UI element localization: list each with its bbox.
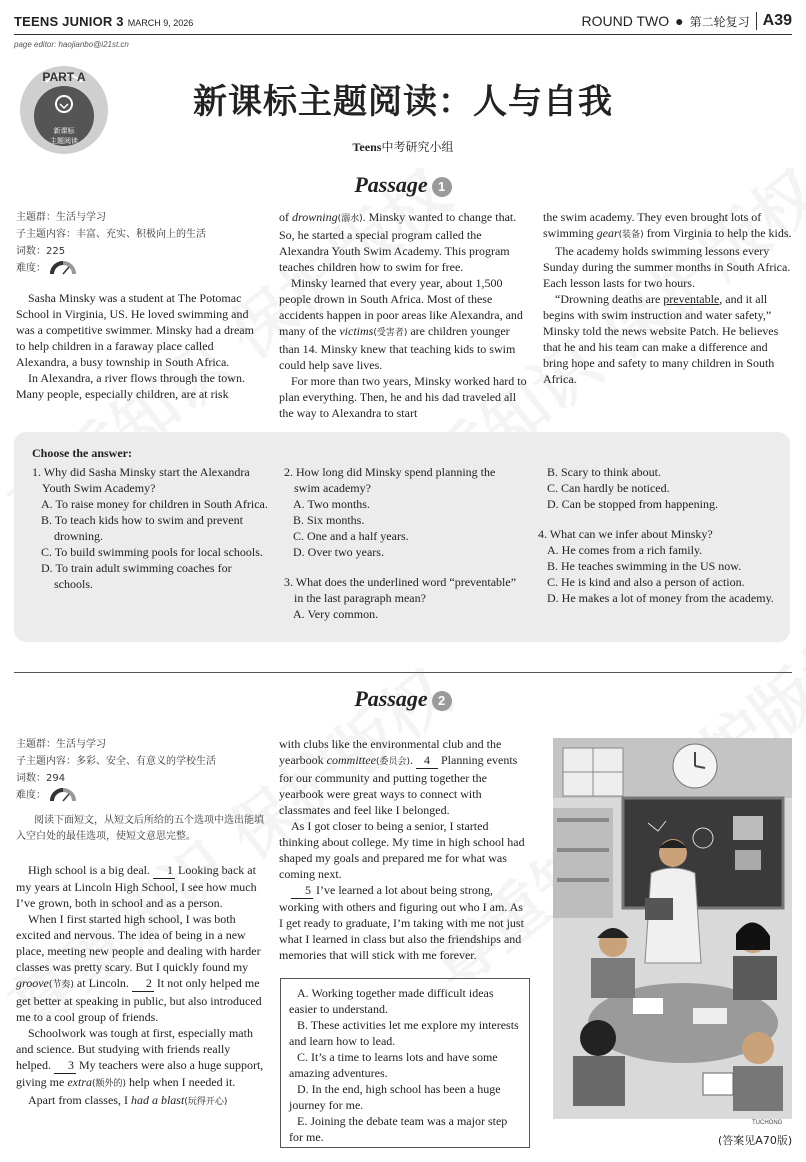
option-2c[interactable]: C. One and a half years. xyxy=(293,529,409,543)
paragraph: Minsky learned that every year, about 1,500 people drown in South Africa. Most of these accidents happen in poor areas like Alexandra, and many of the victims(受害者) are children younger than 14. Minsky knew that teaching kids to swim could help save lives. xyxy=(279,276,523,372)
paragraph: High school is a big deal. 1 Looking back at my years at Lincoln High School, I see how much I’ve grown, both in school and as a person. xyxy=(16,863,257,910)
bullet-icon: ● xyxy=(675,13,684,29)
sub-theme: 子主题内容：多彩、安全、有意义的学校生活 xyxy=(16,756,216,767)
passage-2-meta xyxy=(16,736,266,804)
question-1: 1. Why did Sasha Minsky start the Alexandra Youth Swim Academy? xyxy=(32,465,250,495)
word-count: 词数：225 xyxy=(16,246,66,257)
question-column-3 xyxy=(538,464,778,606)
passage-1-column-3 xyxy=(543,209,793,387)
badge-line1: 新课标 xyxy=(53,127,75,135)
word-count: 词数：294 xyxy=(16,773,66,784)
question-column-1 xyxy=(32,464,268,592)
byline-group: 中考研究小组 xyxy=(381,140,454,154)
option-1b[interactable]: B. To teach kids how to swim and prevent drowning. xyxy=(41,513,243,543)
passage-1-column-1 xyxy=(16,290,266,402)
option-4c[interactable]: C. He is kind and also a person of action. xyxy=(547,575,745,589)
option-2b[interactable]: B. Six months. xyxy=(293,513,365,527)
paragraph: the swim academy. They even brought lots of swimming gear(装备) from Virginia to help the kids. xyxy=(543,210,792,240)
passage-number-badge: 1 xyxy=(432,177,452,197)
option-b[interactable]: B. These activities let me explore my interests and learn how to lead. xyxy=(289,1018,519,1048)
paper-name: TEENS JUNIOR 3 xyxy=(14,14,124,29)
paragraph: In Alexandra, a river flows through the town. Many people, especially children, are at risk xyxy=(16,371,245,401)
page-header-right xyxy=(582,12,792,30)
passage-2-heading xyxy=(0,686,806,712)
paper-masthead xyxy=(14,14,193,30)
difficulty xyxy=(16,787,266,804)
question-4: 4. What can we infer about Minsky? xyxy=(538,527,713,541)
passage-2-instruction: 阅读下面短文，从短文后所给的五个选项中选出能填入空白处的最佳选项，使短文意思完整。 xyxy=(16,815,264,842)
paragraph: For more than two years, Minsky worked hard to plan everything. Then, he and his dad traveled all the way to Alexandra to start xyxy=(279,374,527,420)
paragraph: The academy holds swimming lessons every Sunday during the summer months in South Africa. Each lesson lasts for two hours. xyxy=(543,244,791,290)
passage-1-column-2 xyxy=(279,209,529,421)
option-e[interactable]: E. Joining the debate team was a major step for me. xyxy=(289,1114,508,1144)
image-credit: TUCHONG xyxy=(752,1120,783,1126)
blank-1[interactable]: 1 xyxy=(153,862,175,879)
paragraph: with clubs like the environmental club and the yearbook committee(委员会). 4 Planning events for our community and putting together the yearbook were great ways to connect with classmates and feel like I belonged. xyxy=(279,737,518,817)
classroom-scene-image xyxy=(553,738,792,1119)
header-divider xyxy=(14,34,792,35)
questions-heading: Choose the answer: xyxy=(32,446,132,460)
passage-1-heading xyxy=(0,172,806,198)
section-divider xyxy=(14,672,792,673)
badge-part-label: PART A xyxy=(42,70,86,84)
paragraph: Schoolwork was tough at first, especially math and science. But studying with friends really helped. 3 My teachers were also a huge support, giving me extra(额外的) help when I needed it. xyxy=(16,1026,264,1089)
byline-brand: Teens xyxy=(352,140,382,154)
passage-2-column-2 xyxy=(279,736,529,963)
paragraph: “Drowning deaths are preventable, and it all begins with swim instruction and water safety,” Minsky told the news website Patch. He believes that he and his team can make a difference and bring hope and safety to many children in South Africa. xyxy=(543,292,779,386)
option-1a[interactable]: A. To raise money for children in South Africa. xyxy=(41,497,268,511)
option-a[interactable]: A. Working together made difficult ideas easier to understand. xyxy=(289,986,494,1016)
option-2a[interactable]: A. Two months. xyxy=(293,497,370,511)
blank-2[interactable]: 2 xyxy=(132,975,154,992)
question-2: 2. How long did Minsky spend planning the swim academy? xyxy=(284,465,496,495)
passage-number-badge: 2 xyxy=(432,691,452,711)
paragraph: of drowning(溺水). Minsky wanted to change that. So, he started a special program called the Alexandra Youth Swim Academy. This program teaches children how to swim for free. xyxy=(279,210,517,274)
paragraph: As I got closer to being a senior, I started thinking about college. My time in high school had shaped my goals and prepared me for what was coming next. xyxy=(279,819,525,881)
option-3b[interactable]: B. Scary to think about. xyxy=(547,465,661,479)
theme-group: 主题群：生活与学习 xyxy=(16,739,106,750)
underlined-word: preventable xyxy=(663,292,720,306)
blank-5[interactable]: 5 xyxy=(291,882,313,899)
difficulty-gauge-icon xyxy=(49,788,77,802)
theme-group: 主题群：生活与学习 xyxy=(16,212,106,223)
passage-2-column-1 xyxy=(16,862,264,1110)
option-3d[interactable]: D. Can be stopped from happening. xyxy=(547,497,718,511)
option-c[interactable]: C. It’s a time to learns lots and have some amazing adventures. xyxy=(289,1050,498,1080)
option-3a[interactable]: A. Very common. xyxy=(293,607,379,621)
issue-date: MARCH 9, 2026 xyxy=(127,18,194,28)
difficulty-label: 难度： xyxy=(16,263,46,274)
difficulty xyxy=(16,260,266,277)
passage-label: Passage xyxy=(354,686,428,711)
option-1c[interactable]: C. To build swimming pools for local schools. xyxy=(41,545,263,559)
difficulty-gauge-icon xyxy=(49,261,77,275)
badge-line2: 主题阅读 xyxy=(50,137,78,145)
paragraph: When I first started high school, I was both excited and nervous. The idea of being in a new place, meeting new people and dealing with harder classes was pretty scary. But I quickly found my groove(节奏) at Lincoln. 2 It not only helped me get better at speaking in public, but also introduced me to a cool group of friends. xyxy=(16,912,262,1024)
option-4b[interactable]: B. He teaches swimming in the US now. xyxy=(547,559,742,573)
round-label-zh: 第二轮复习 xyxy=(689,14,750,29)
page-number: A39 xyxy=(756,12,792,30)
round-label: ROUND TWO xyxy=(581,13,670,29)
difficulty-label: 难度： xyxy=(16,790,46,801)
paragraph: Sasha Minsky was a student at The Potomac School in Virginia, US. He loved swimming and was a competitive swimmer. Minsky had a dream to help children in a faraway place called Alexandra, a busy township in South Africa. xyxy=(16,291,254,369)
byline xyxy=(0,138,806,155)
paragraph: 5 I’ve learned a lot about being strong, working with others and figuring out who I am. As I get ready to graduate, I’m taking with me not just what I learned in class but also the friendships and memories that will stick with me forever. xyxy=(279,883,524,962)
option-4d[interactable]: D. He makes a lot of money from the academy. xyxy=(547,591,774,605)
classroom-illustration xyxy=(553,738,792,1119)
page-editor: page editor: haojianbo@i21st.cn xyxy=(14,40,129,49)
answer-reference: (答案见A70版) xyxy=(718,1134,793,1147)
option-1d[interactable]: D. To train adult swimming coaches for schools. xyxy=(41,561,232,591)
option-2d[interactable]: D. Over two years. xyxy=(293,545,384,559)
passage-label: Passage xyxy=(354,172,428,197)
question-column-2 xyxy=(284,464,524,622)
page-title: 新课标主题阅读：人与自我 xyxy=(193,82,613,122)
blank-3[interactable]: 3 xyxy=(54,1057,76,1074)
options-box xyxy=(280,978,530,1148)
sub-theme: 子主题内容：丰富、充实、积极向上的生活 xyxy=(16,229,206,240)
option-4a[interactable]: A. He comes from a rich family. xyxy=(547,543,703,557)
option-d[interactable]: D. In the end, high school has been a huge journey for me. xyxy=(289,1082,501,1112)
option-3c[interactable]: C. Can hardly be noticed. xyxy=(547,481,670,495)
question-3: 3. What does the underlined word “preventable” in the last paragraph mean? xyxy=(284,575,517,605)
blank-4[interactable]: 4 xyxy=(416,752,438,769)
paragraph: Apart from classes, I had a blast(玩得开心) xyxy=(28,1093,228,1107)
passage-1-meta xyxy=(16,209,266,277)
